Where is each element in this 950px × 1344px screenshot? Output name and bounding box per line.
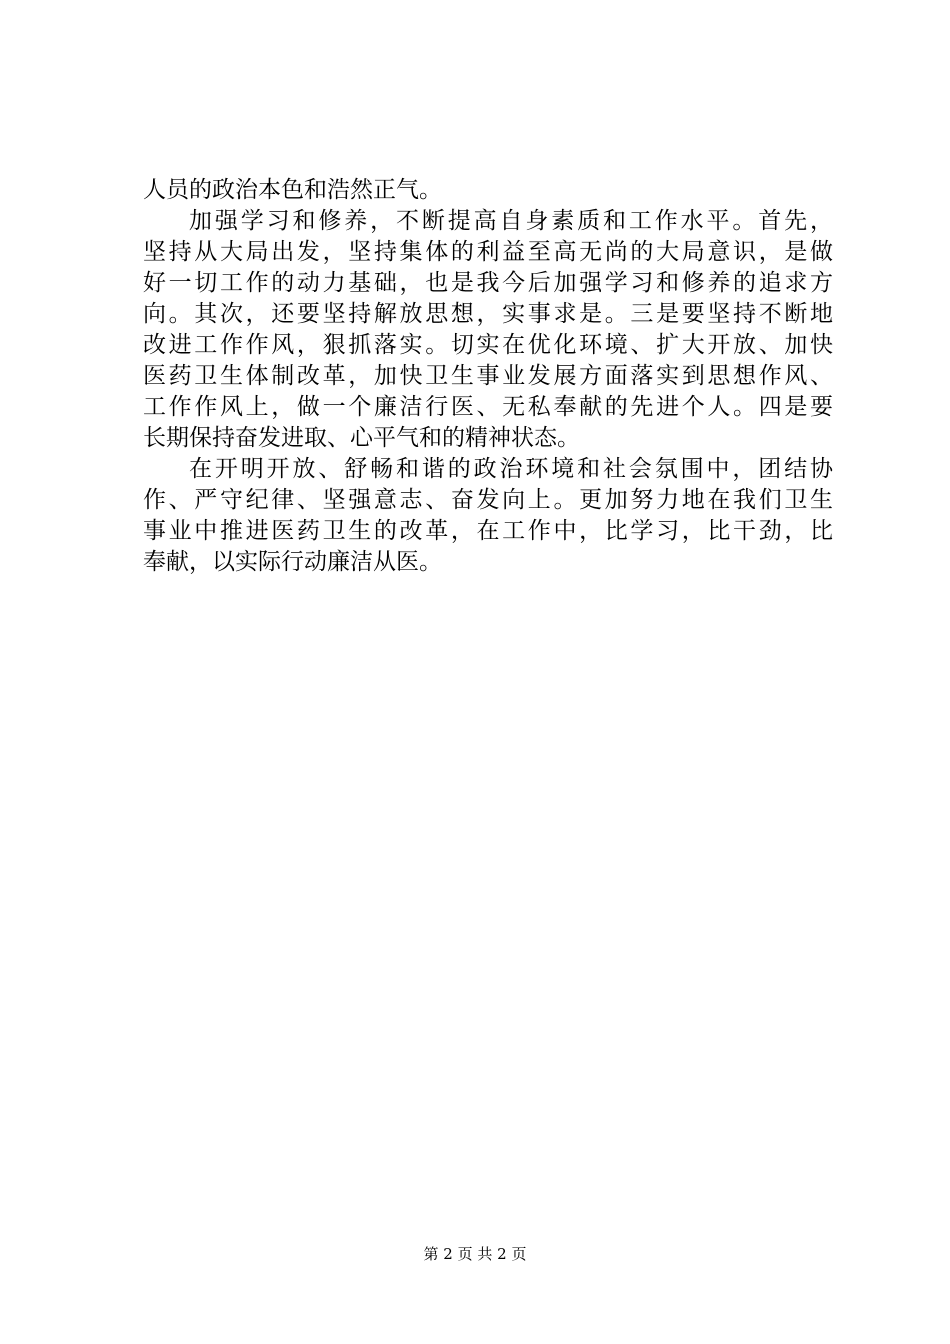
page-footer <box>0 1244 950 1264</box>
paragraph-2-line-7: 工作作风上，做一个廉洁行医、无私奉献的先进个人。四是要 <box>143 394 833 420</box>
paragraph-2-line-8: 长期保持奋发进取、心平气和的精神状态。 <box>143 425 580 451</box>
page-number: 第 2 页 共 2 页 <box>423 1245 527 1263</box>
paragraph-2-line-4: 向。其次，还要坚持解放思想，实事求是。三是要坚持不断地 <box>143 301 833 327</box>
paragraph-2-line-1: 加强学习和修养，不断提高自身素质和工作水平。首先， <box>189 208 833 234</box>
paragraph-3-line-2: 作、严守纪律、坚强意志、奋发向上。更加努力地在我们卫生 <box>143 487 833 513</box>
paragraph-3-line-3: 事业中推进医药卫生的改革，在工作中，比学习，比干劲，比 <box>143 518 833 544</box>
document-body <box>143 175 833 578</box>
paragraph-2-line-2: 坚持从大局出发，坚持集体的利益至高无尚的大局意识，是做 <box>143 239 833 265</box>
paragraph-3-line-4: 奉献，以实际行动廉洁从医。 <box>143 549 442 575</box>
paragraph-1-line-1: 人员的政治本色和浩然正气。 <box>143 177 442 203</box>
paragraph-2-line-3: 好一切工作的动力基础，也是我今后加强学习和修养的追求方 <box>143 270 833 296</box>
paragraph-2-line-6: 医药卫生体制改革，加快卫生事业发展方面落实到思想作风、 <box>143 363 833 389</box>
paragraph-3-line-1: 在开明开放、舒畅和谐的政治环境和社会氛围中，团结协 <box>189 456 833 482</box>
paragraph-2-line-5: 改进工作作风，狠抓落实。切实在优化环境、扩大开放、加快 <box>143 332 833 358</box>
